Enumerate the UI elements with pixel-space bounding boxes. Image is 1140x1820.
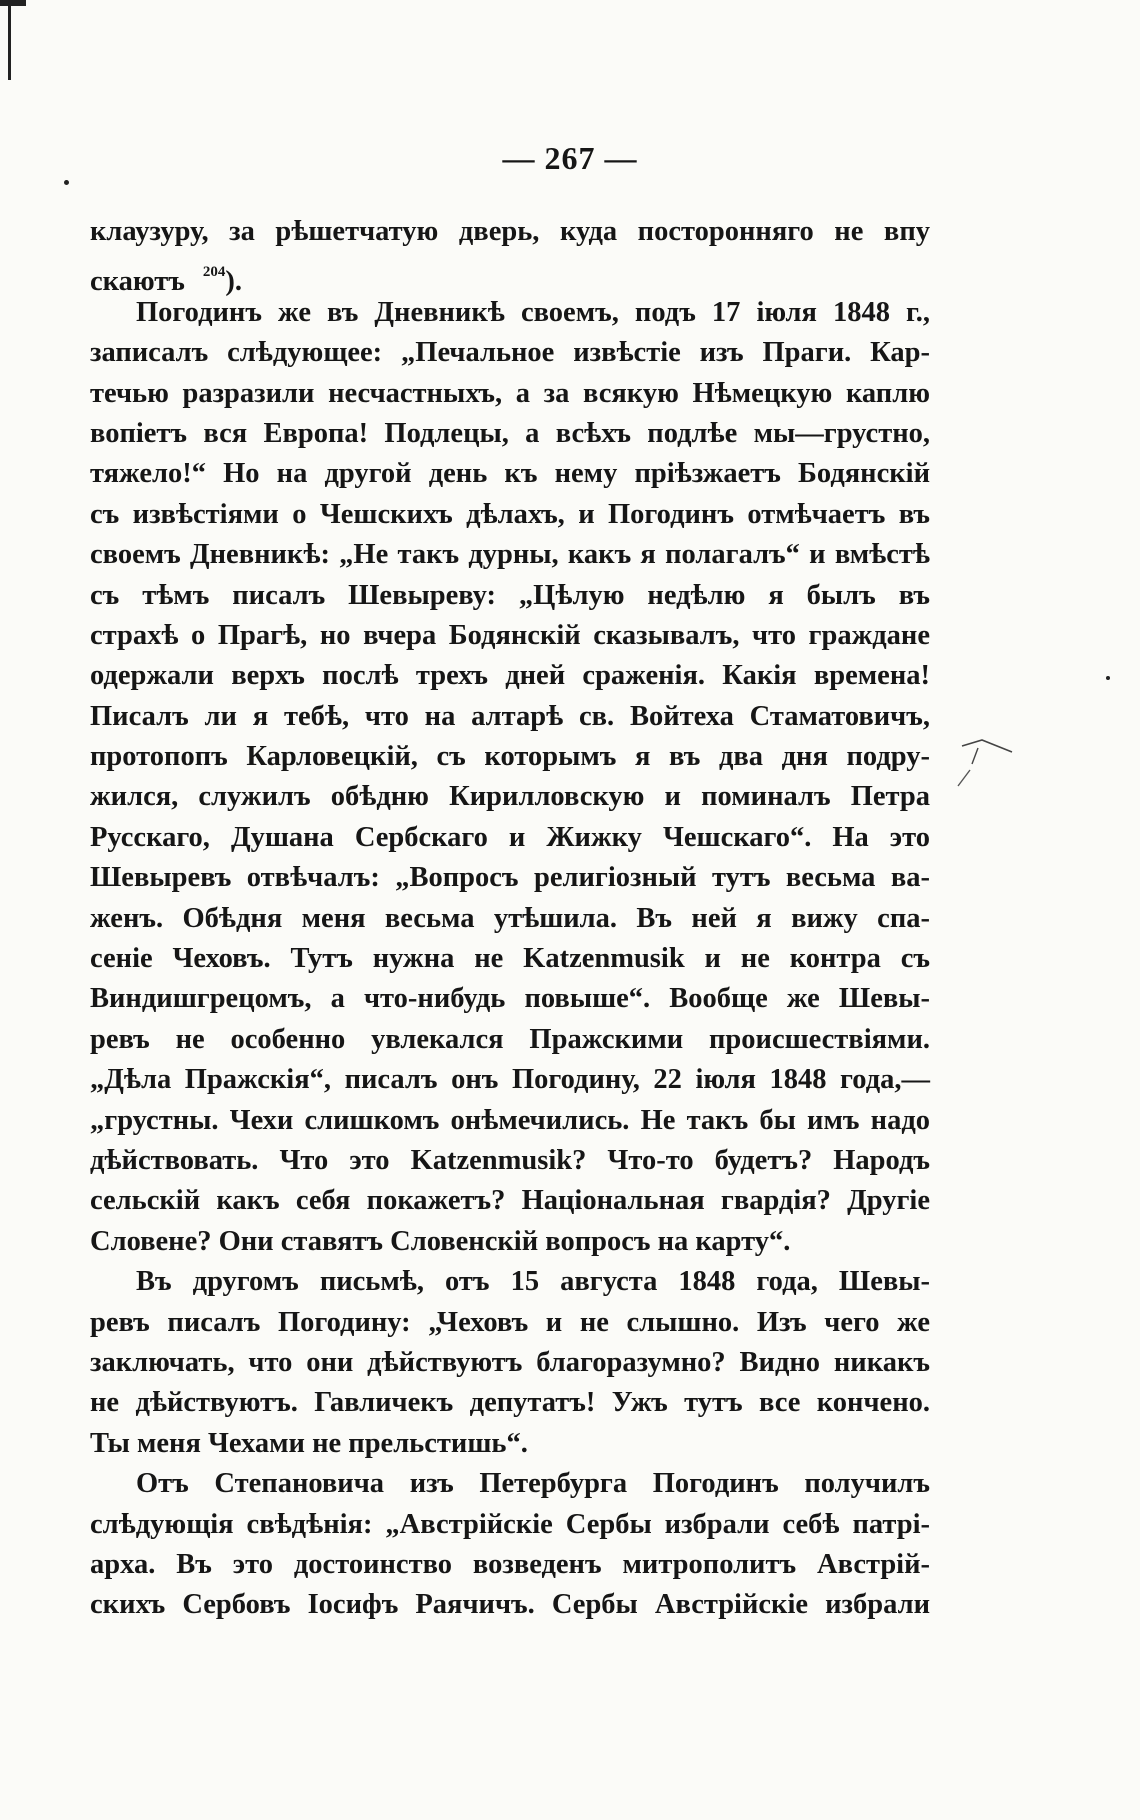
text-line-content: тяжело!“ Но на другой день къ нему пріѣзжаетъ Бодянскій bbox=[90, 458, 930, 490]
text-line bbox=[90, 1181, 930, 1221]
text-line-content: ревъ писалъ Погодину: „Чеховъ и не слышно. Изъ чего же bbox=[90, 1306, 930, 1338]
text-line-content: Въ другомъ письмѣ, отъ 15 августа 1848 года, Шевы- bbox=[136, 1266, 930, 1298]
text-line bbox=[90, 1262, 930, 1302]
text-line bbox=[90, 979, 930, 1019]
text-line-content: сеніе Чеховъ. Тутъ нужна не Katzenmusik и не контра съ bbox=[90, 943, 930, 975]
scan-dot bbox=[64, 180, 69, 185]
text-line bbox=[90, 656, 930, 696]
text-line-content: „Дѣла Пражскія“, писалъ онъ Погодину, 22 іюля 1848 года,— bbox=[90, 1064, 930, 1096]
text-line bbox=[90, 818, 930, 858]
text-line bbox=[90, 1383, 930, 1423]
text-line-content: сельскій какъ себя покажетъ? Національная гвардія? Другіе bbox=[90, 1185, 930, 1217]
text-line bbox=[90, 495, 930, 535]
text-line bbox=[90, 1060, 930, 1100]
text-line bbox=[90, 899, 930, 939]
text-line bbox=[90, 333, 930, 373]
scan-edge-mark bbox=[8, 0, 11, 80]
text-line-content: жился, служилъ обѣдню Кирилловскую и поминалъ Петра bbox=[90, 781, 930, 813]
text-line-content: съ извѣстіями о Чешскихъ дѣлахъ, и Погодинъ отмѣчаетъ въ bbox=[90, 498, 930, 530]
text-line-content: не дѣйствуютъ. Гавличекъ депутатъ! Ужъ тутъ все кончено. bbox=[90, 1387, 930, 1419]
text-line-content: клаузуру, за рѣшетчатую дверь, куда посторонняго не впу bbox=[90, 216, 930, 247]
text-line-content: своемъ Дневникѣ: „Не такъ дурны, какъ я полагалъ“ и вмѣстѣ bbox=[90, 539, 930, 571]
text-line bbox=[90, 697, 930, 737]
text-line bbox=[90, 1585, 930, 1625]
page-number: — 267 — bbox=[502, 140, 638, 176]
text-line bbox=[90, 1101, 930, 1141]
text-line bbox=[90, 1505, 930, 1545]
text-line-content: течью разразили несчастныхъ, а за всякую Нѣмецкую каплю bbox=[90, 377, 930, 409]
text-line bbox=[90, 374, 930, 414]
text-line-content: страхѣ о Прагѣ, но вчера Бодянскій сказывалъ, что граждане bbox=[90, 619, 930, 651]
text-line bbox=[90, 1343, 930, 1383]
text-line bbox=[90, 1222, 930, 1262]
text-line-content: Русскаго, Душана Сербскаго и Жижку Чешскаго“. На это bbox=[90, 821, 930, 853]
text-line bbox=[90, 252, 930, 298]
text-line-content: Ты меня Чехами не прельстишь“. bbox=[90, 1427, 528, 1459]
text-line bbox=[90, 212, 930, 252]
text-line-content: съ тѣмъ писалъ Шевыреву: „Цѣлую недѣлю я былъ въ bbox=[90, 579, 930, 611]
text-line-content: вопіетъ вся Европа! Подлецы, а всѣхъ подлѣе мы—грустно, bbox=[90, 417, 930, 449]
text-line bbox=[90, 293, 930, 333]
text-line-content: дѣйствовать. Что это Katzenmusik? Что-то будетъ? Народъ bbox=[90, 1144, 930, 1176]
text-line bbox=[90, 737, 930, 777]
text-line bbox=[90, 1303, 930, 1343]
text-line bbox=[90, 535, 930, 575]
text-line-content: заключать, что они дѣйствуютъ благоразумно? Видно никакъ bbox=[90, 1346, 930, 1378]
text-line-content: Словене? Они ставятъ Словенскій вопросъ на карту“. bbox=[90, 1225, 791, 1257]
text-line-content: записалъ слѣдующее: „Печальное извѣстіе изъ Праги. Кар- bbox=[90, 337, 930, 369]
text-line-content: арха. Въ это достоинство возведенъ митрополитъ Австрій- bbox=[90, 1548, 930, 1580]
text-line bbox=[90, 414, 930, 454]
text-line bbox=[90, 1424, 930, 1464]
text-line bbox=[90, 616, 930, 656]
margin-pencil-mark bbox=[952, 738, 1024, 798]
text-line-content: одержали верхъ послѣ трехъ дней сраженія. Какія времена! bbox=[90, 660, 930, 692]
text-line bbox=[90, 777, 930, 817]
text-line-content: „грустны. Чехи слишкомъ онѣмечились. Не такъ бы имъ надо bbox=[90, 1104, 930, 1136]
text-line-content: скихъ Сербовъ Іосифъ Раячичъ. Сербы Австрійскіе избрали bbox=[90, 1589, 930, 1621]
text-line bbox=[90, 1545, 930, 1585]
text-line-content: ревъ не особенно увлекался Пражскими происшествіями. bbox=[90, 1023, 930, 1055]
text-line bbox=[90, 858, 930, 898]
text-line-content: Погодинъ же въ Дневникѣ своемъ, подъ 17 іюля 1848 г., bbox=[136, 296, 930, 328]
body-text bbox=[90, 212, 930, 1626]
text-line-content: Виндишгрецомъ, а что-нибудь повыше“. Вообще же Шевы- bbox=[90, 983, 930, 1015]
footnote-reference: 204 bbox=[202, 264, 226, 281]
text-line-content: слѣдующія свѣдѣнія: „Австрійскіе Сербы избрали себѣ патрі- bbox=[90, 1508, 930, 1540]
text-line bbox=[90, 939, 930, 979]
text-line-tail: ). bbox=[225, 266, 243, 298]
text-line-content: протопопъ Карловецкій, съ которымъ я въ два дня подру- bbox=[90, 741, 930, 773]
text-line bbox=[90, 454, 930, 494]
text-line bbox=[90, 1464, 930, 1504]
text-line bbox=[90, 1020, 930, 1060]
text-line-content: скаютъ bbox=[90, 266, 185, 298]
text-line-content: Шевыревъ отвѣчалъ: „Вопросъ религіозный тутъ весьма ва- bbox=[90, 862, 930, 894]
text-line-content: Писалъ ли я тебѣ, что на алтарѣ св. Войтеха Стаматовичъ, bbox=[90, 700, 930, 732]
scan-edge-mark bbox=[0, 0, 26, 6]
text-line bbox=[90, 1141, 930, 1181]
text-line bbox=[90, 576, 930, 616]
text-line-content: Отъ Степановича изъ Петербурга Погодинъ получилъ bbox=[136, 1468, 930, 1500]
text-line-content: женъ. Обѣдня меня весьма утѣшила. Въ ней я вижу спа- bbox=[90, 902, 930, 934]
scan-dot bbox=[1106, 676, 1110, 680]
